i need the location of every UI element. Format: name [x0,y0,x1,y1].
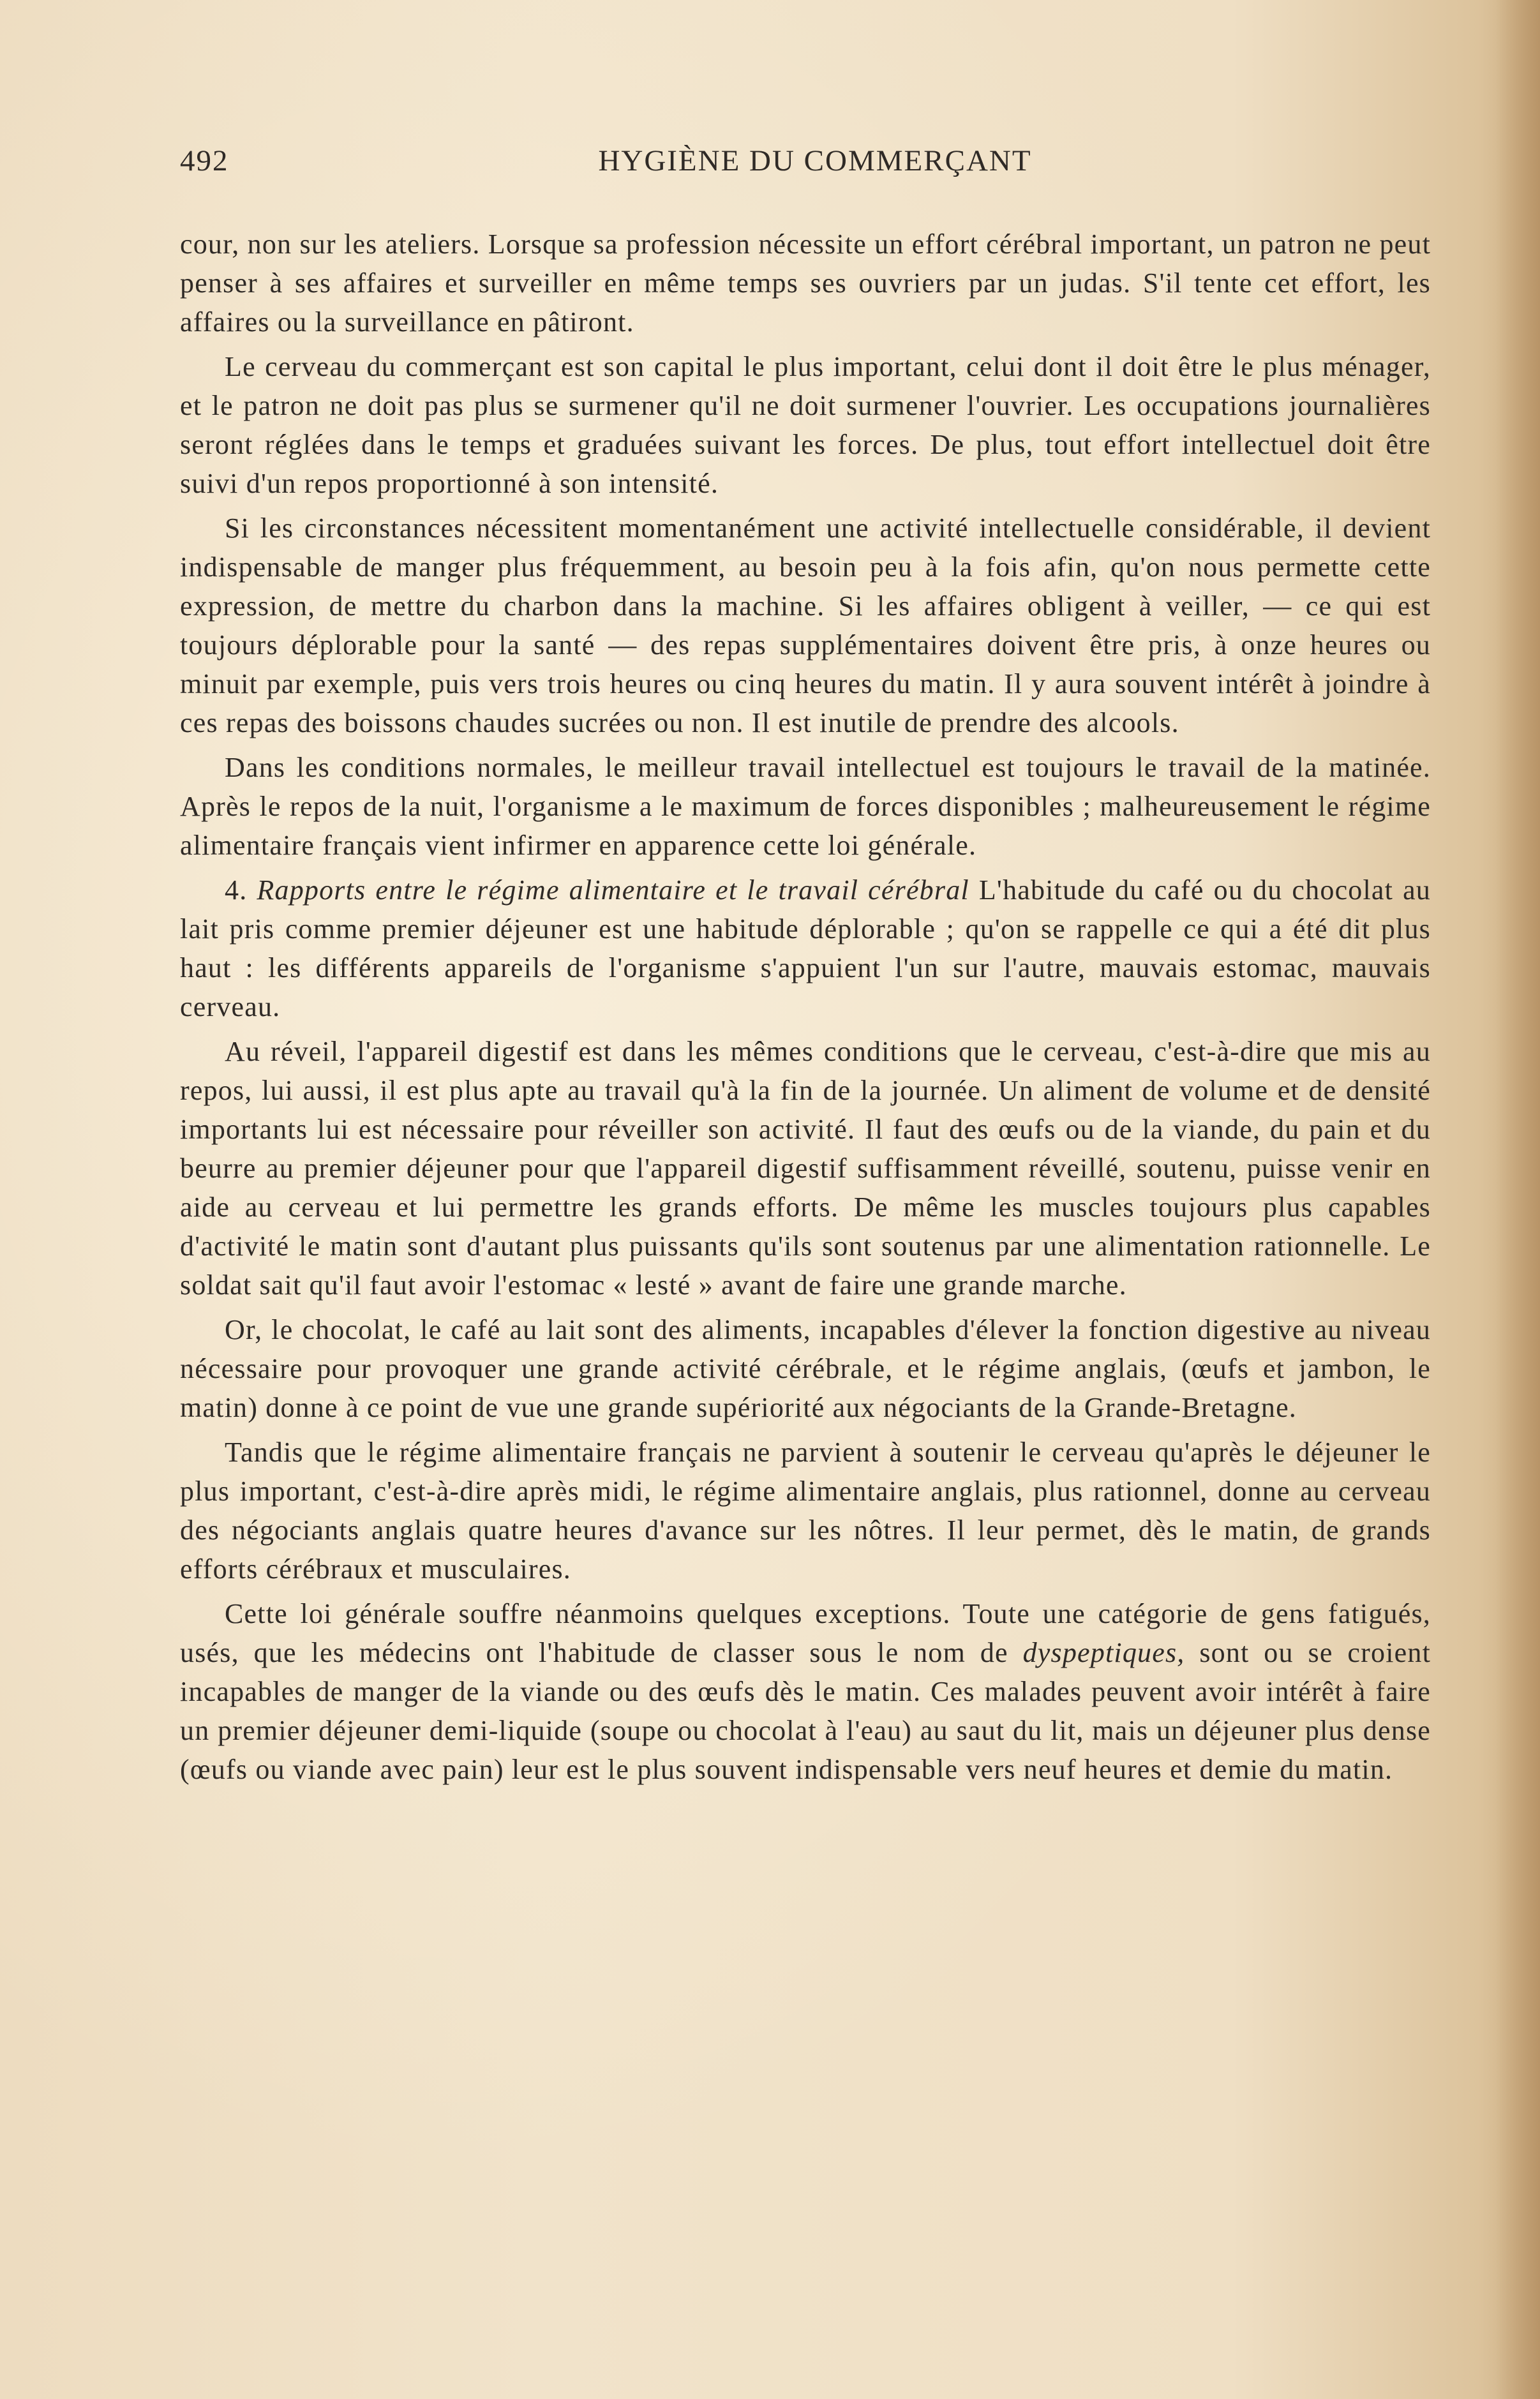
paragraph-text: sont ou se croient incapables de manger de la viande ou des œufs dès le matin. Ces malades peuvent avoir intérêt à faire un premier déjeuner demi-liquide (soupe ou chocolat à l'eau) au saut du lit, mais un déjeuner plus dense (œufs ou viande avec pain) leur est le plus souvent indispensable vers neuf heures et demie du matin. [180,1637,1431,1785]
paragraph: Si les circonstances nécessitent momentanément une activité intellectuelle considérable, il devient indispensable de manger plus fréquemment, au besoin peu à la fois afin, qu'on nous permette cette expression, de mettre du charbon dans la machine. Si les affaires obligent à veiller, — ce qui est toujours déplorable pour la santé — des repas supplémentaires doivent être pris, à onze heures ou minuit par exemple, puis vers trois heures ou cinq heures du matin. Il y aura souvent intérêt à joindre à ces repas des boissons chaudes sucrées ou non. Il est inutile de prendre des alcools. [180,512,1431,738]
paragraph: Or, le chocolat, le café au lait sont des aliments, incapables d'élever la fonction digestive au niveau nécessaire pour provoquer une grande activité cérébrale, et le régime anglais, (œufs et jambon, le matin) donne à ce point de vue une grande supériorité aux négociants de la Grande-Bretagne. [180,1314,1431,1423]
section-number: 4. [225,874,248,906]
page-header [180,144,1431,188]
paragraph: Au réveil, l'appareil digestif est dans les mêmes conditions que le cerveau, c'est-à-dire que mis au repos, lui aussi, il est plus apte au travail qu'à la fin de la journée. Un aliment de volume et de densité importants lui est nécessaire pour réveiller son activité. Il faut des œufs ou de la viande, du pain et du beurre au premier déjeuner pour que l'appareil digestif suffisamment réveillé, soutenu, puisse venir en aide au cerveau et lui permettre les grands efforts. De même les muscles toujours plus capables d'activité le matin sont d'autant plus puissants qu'ils sont soutenus par une alimentation rationnelle. Le soldat sait qu'il faut avoir l'estomac « lesté » avant de faire une grande marche. [180,1036,1431,1301]
page-number: 492 [180,144,229,177]
body-text [180,225,1431,1795]
paragraph-text: Cette loi générale souffre néanmoins quelques exceptions. Toute une catégorie de gens fatigués, usés, que les médecins ont l'habitude de classer sous le nom de [180,1598,1431,1668]
section-text: L'habitude du café ou du chocolat au lait pris comme premier déjeuner est une habitude déplorable ; qu'on se rappelle ce qui a été dit plus haut : les différents appareils de l'organisme s'appuient l'un sur l'autre, mauvais estomac, mauvais cerveau. [180,874,1432,1022]
paragraph: Dans les conditions normales, le meilleur travail intellectuel est toujours le travail de la matinée. Après le repos de la nuit, l'organisme a le maximum de forces disponibles ; malheureusement le régime alimentaire français vient infirmer en apparence cette loi générale. [180,752,1431,861]
section-heading: Rapports entre le régime alimentaire et le travail cérébral [257,874,969,906]
paragraph [180,1594,1431,1789]
paragraph: Le cerveau du commerçant est son capital le plus important, celui dont il doit être le plus ménager, et le patron ne doit pas plus se surmener qu'il ne doit surmener l'ouvrier. Les occupations journalières seront réglées dans le temps et graduées suivant les forces. De plus, tout effort intellectuel doit être suivi d'un repos proportionné à son intensité. [180,351,1431,499]
page-edge-shadow [1495,0,1540,2399]
section-paragraph [180,871,1431,1026]
paragraph-continued: cour, non sur les ateliers. Lorsque sa profession nécessite un effort cérébral important, un patron ne peut penser à ses affaires et surveiller en même temps ses ouvriers par un judas. S'il tente cet effort, les affaires ou la surveillance en pâtiront. [180,228,1431,338]
paragraph: Tandis que le régime alimentaire français ne parvient à soutenir le cerveau qu'après le déjeuner le plus important, c'est-à-dire après midi, le régime alimentaire anglais, plus rationnel, donne au cerveau des négociants anglais quatre heures d'avance sur les nôtres. Il leur permet, dès le matin, de grands efforts cérébraux et musculaires. [180,1437,1431,1585]
italic-term: dyspeptiques, [1022,1637,1185,1668]
running-title: HYGIÈNE DU COMMERÇANT [598,144,1032,177]
